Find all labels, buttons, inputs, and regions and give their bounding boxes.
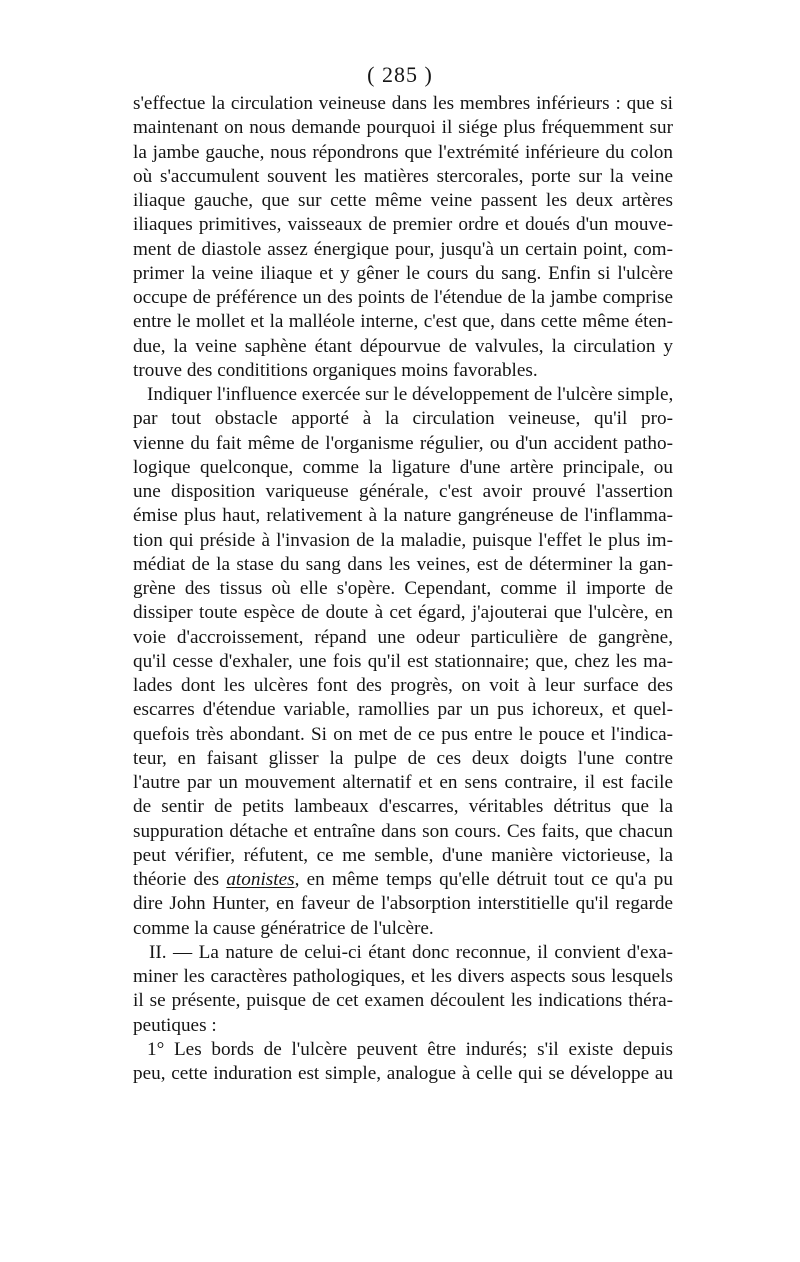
text-line: grène des tissus où elle s'opère. Cependant, comme il importe de: [133, 578, 673, 599]
text-line: une disposition variqueuse générale, c'est avoir prouvé l'assertion: [133, 481, 673, 502]
text-line: iliaques primitives, vaisseaux de premier ordre et doués d'un mouve-: [133, 214, 673, 236]
text-line: vienne du fait même de l'organisme régulier, ou d'un accident patho-: [133, 432, 673, 454]
text-line: de sentir de petits lambeaux d'escarres, véritables détritus que la: [133, 796, 673, 818]
italic-term: atonistes: [226, 869, 295, 890]
text-line: suppuration détache et entraîne dans son cours. Ces faits, que chacun: [133, 820, 673, 842]
text-line: il se présente, puisque de cet examen découlent les indications théra-: [133, 990, 673, 1012]
text-line: qu'il cesse d'exhaler, une fois qu'il est stationnaire; que, chez les ma-: [133, 650, 673, 672]
text-line: logique quelconque, comme la ligature d'une artère principale, ou: [133, 456, 673, 478]
text-line: ment de diastole assez énergique pour, jusqu'à un certain point, com-: [133, 238, 673, 260]
text-line: peu, cette induration est simple, analogue à celle qui se développe au: [133, 1063, 673, 1084]
text-line: où s'accumulent souvent les matières stercorales, porte sur la veine: [133, 165, 673, 187]
text-line: médiat de la stase du sang dans les veines, est de déterminer la gan-: [133, 553, 673, 575]
text-line: voie d'accroissement, répand une odeur particulière de gangrène,: [133, 626, 673, 648]
text-line: due, la veine saphène étant dépourvue de valvules, la circulation y: [133, 335, 673, 357]
section-heading-line: II. — La nature de celui-ci étant donc reconnue, il convient d'exa-: [149, 941, 673, 963]
text-line: l'autre par un mouvement alternatif et en sens contraire, il est facile: [133, 772, 673, 793]
text-line: comme la cause génératrice de l'ulcère.: [133, 917, 434, 939]
text-line: tion qui préside à l'invasion de la maladie, puisque l'effet le plus im-: [133, 529, 673, 551]
text-line: Indiquer l'influence exercée sur le développement de l'ulcère simple,: [147, 384, 674, 405]
text-line: primer la veine iliaque et y gêner le cours du sang. Enfin si l'ulcère: [133, 262, 673, 284]
text-line: s'effectue la circulation veineuse dans les membres inférieurs : que si: [133, 93, 673, 114]
text-line: trouve des condititions organiques moins favorables.: [133, 359, 538, 381]
paragraph-1: [133, 92, 673, 383]
text-line: dire John Hunter, en faveur de l'absorption interstitielle qu'il regarde: [133, 893, 673, 915]
text-line: entre le mollet et la malléole interne, c'est que, dans cette même éten-: [133, 311, 673, 333]
page-number: ( 285 ): [367, 62, 433, 87]
text-line: occupe de préférence un des points de l'étendue de la jambe comprise: [133, 287, 673, 308]
text-line: la jambe gauche, nous répondrons que l'extrémité inférieure du colon: [133, 141, 673, 163]
paragraph-2: [133, 383, 673, 941]
text-line: maintenant on nous demande pourquoi il siége plus fréquemment sur: [133, 117, 673, 139]
paragraph-3: [133, 941, 673, 1038]
text-line: par tout obstacle apporté à la circulation veineuse, qu'il pro-: [133, 408, 673, 430]
text-line: quefois très abondant. Si on met de ce pus entre le pouce et l'indica-: [133, 723, 673, 745]
text-line: dissiper toute espèce de doute à cet égard, j'ajouterai que l'ulcère, en: [133, 602, 673, 624]
body-text: [133, 92, 673, 1086]
text-line: iliaque gauche, que sur cette même veine passent les deux artères: [133, 190, 673, 211]
text-line: émise plus haut, relativement à la nature gangréneuse de l'inflamma-: [133, 505, 673, 527]
text-line: lades dont les ulcères font des progrès, on voit à leur surface des: [133, 675, 673, 696]
text-line: teur, en faisant glisser la pulpe de ces deux doigts l'une contre: [133, 747, 673, 769]
text-line: peut vérifier, réfutent, ce me semble, d'une manière victorieuse, la: [133, 844, 673, 866]
text-line-with-italic: théorie des atonistes, en même temps qu'elle détruit tout ce qu'a pu: [133, 869, 673, 890]
paragraph-4: [133, 1038, 673, 1087]
text-line: 1° Les bords de l'ulcère peuvent être indurés; s'il existe depuis: [147, 1038, 673, 1060]
text-line: miner les caractères pathologiques, et les divers aspects sous lesquels: [133, 966, 673, 987]
text-line: escarres d'étendue variable, ramollies par un pus ichoreux, et quel-: [133, 699, 673, 721]
text-line: peutiques :: [133, 1014, 217, 1036]
